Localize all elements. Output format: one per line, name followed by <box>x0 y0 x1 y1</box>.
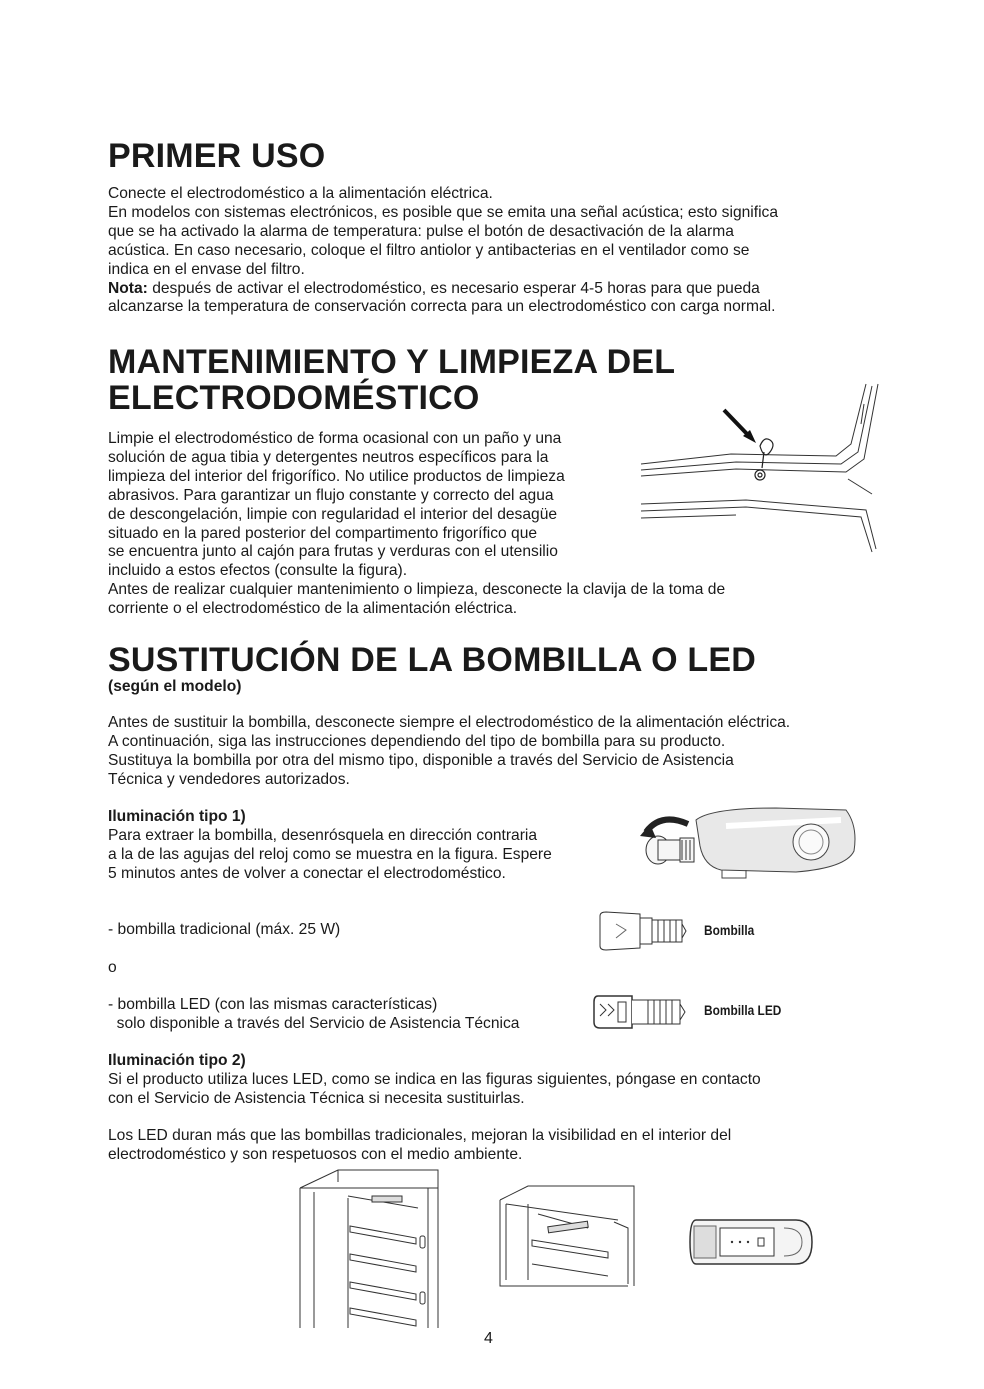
note-text: después de activar el electrodoméstico, es necesario esperar 4-5 horas para que pueda <box>147 279 760 297</box>
paragraph-line: 5 minutos antes de volver a conectar el electrodoméstico. <box>108 864 506 882</box>
paragraph-line: En modelos con sistemas electrónicos, es posible que se emita una señal acústica; esto significa <box>108 203 779 221</box>
title-line: MANTENIMIENTO Y LIMPIEZA DEL <box>108 343 676 381</box>
title-line: ELECTRODOMÉSTICO <box>108 379 480 417</box>
traditional-bulb-icon <box>596 910 690 952</box>
paragraph-line: indica en el envase del filtro. <box>108 260 305 278</box>
primer-uso-body <box>108 185 778 317</box>
paragraph-line: A continuación, siga las instrucciones dependiendo del tipo de bombilla para su producto. <box>108 732 726 750</box>
paragraph-line: con el Servicio de Asistencia Técnica si necesita sustituirlas. <box>108 1089 525 1107</box>
bulb-led-text <box>108 996 519 1034</box>
paragraph-line: de descongelación, limpie con regularidad el interior del desagüe <box>108 505 558 523</box>
paragraph-line: solución de agua tibia y detergentes neutros específicos para la <box>108 448 549 466</box>
led-light-unit-illustration <box>686 1214 816 1270</box>
section-subtitle: (según el modelo) <box>108 678 242 695</box>
paragraph-line: Para extraer la bombilla, desenrósquela en dirección contraria <box>108 827 538 844</box>
paragraph-line: a la de las agujas del reloj como se muestra en la figura. Espere <box>108 845 552 863</box>
paragraph-line: que se ha activado la alarma de temperatura: pulse el botón de desactivación de la alarma <box>108 222 734 240</box>
arrow-icon <box>724 410 749 436</box>
paragraph-line: situado en la pared posterior del compartimento frigorífico que <box>108 524 538 542</box>
paragraph-line: Sustituya la bombilla por otra del mismo tipo, disponible a través del Servicio de Asistencia <box>108 751 734 769</box>
led-benefits-body <box>108 1127 731 1165</box>
paragraph-line: solo disponible a través del Servicio de Asistencia Técnica <box>108 1014 520 1032</box>
mantenimiento-body <box>108 430 725 619</box>
led-bulb-icon <box>592 992 688 1032</box>
bombilla-label: Bombilla <box>704 922 755 938</box>
section-title-mantenimiento <box>108 344 675 416</box>
paragraph-line: Antes de realizar cualquier mantenimiento o limpieza, desconecte la clavija de la toma de <box>108 581 726 599</box>
paragraph-line: abrasivos. Para garantizar un flujo constante y correcto del agua <box>108 486 554 504</box>
page-number: 4 <box>484 1330 493 1347</box>
bulb-traditional-text: - bombilla tradicional (máx. 25 W) <box>108 921 341 938</box>
tipo1-body <box>108 827 552 884</box>
paragraph-line: corriente o el electrodoméstico de la alimentación eléctrica. <box>108 600 518 618</box>
fridge-led-illustration-2 <box>498 1184 638 1288</box>
paragraph-line: Limpie el electrodoméstico de forma ocasional con un paño y una <box>108 430 562 447</box>
paragraph-line: Técnica y vendedores autorizados. <box>108 770 350 788</box>
bombilla-led-label: Bombilla LED <box>704 1002 782 1018</box>
fridge-led-illustration-1 <box>298 1168 442 1330</box>
paragraph-line: se encuentra junto al cajón para frutas y verduras con el utensilio <box>108 543 558 561</box>
tipo2-heading: Iluminación tipo 2) <box>108 1052 246 1069</box>
drain-cleaning-illustration <box>636 384 881 552</box>
note-line <box>108 280 778 299</box>
paragraph-line: Antes de sustituir la bombilla, desconecte siempre el electrodoméstico de la alimentación eléctrica. <box>108 714 791 731</box>
section-title-sustitucion: SUSTITUCIÓN DE LA BOMBILLA O LED <box>108 641 756 679</box>
lamp-unscrew-illustration <box>626 806 860 880</box>
tipo2-body <box>108 1071 761 1109</box>
paragraph-line: - bombilla LED (con las mismas características) <box>108 996 438 1013</box>
section-title-primer-uso: PRIMER USO <box>108 137 326 175</box>
paragraph-line: acústica. En caso necesario, coloque el filtro antiolor y antibacterias en el ventilador como se <box>108 241 750 259</box>
paragraph-line: alcanzarse la temperatura de conservación correcta para un electrodoméstico con carga normal. <box>108 298 776 316</box>
or-text: o <box>108 959 117 976</box>
paragraph-line: Si el producto utiliza luces LED, como se indica en las figuras siguientes, póngase en contacto <box>108 1071 761 1088</box>
paragraph-line: electrodoméstico y son respetuosos con el medio ambiente. <box>108 1145 523 1163</box>
note-label: Nota: <box>108 279 148 297</box>
paragraph-line: incluido a estos efectos (consulte la figura). <box>108 562 408 580</box>
paragraph-line: limpieza del interior del frigorífico. No utilice productos de limpieza <box>108 467 565 485</box>
tipo1-heading: Iluminación tipo 1) <box>108 808 246 825</box>
paragraph-line: Conecte el electrodoméstico a la alimentación eléctrica. <box>108 185 493 202</box>
sustitucion-intro <box>108 714 790 790</box>
paragraph-line: Los LED duran más que las bombillas tradicionales, mejoran la visibilidad en el interior del <box>108 1127 732 1144</box>
